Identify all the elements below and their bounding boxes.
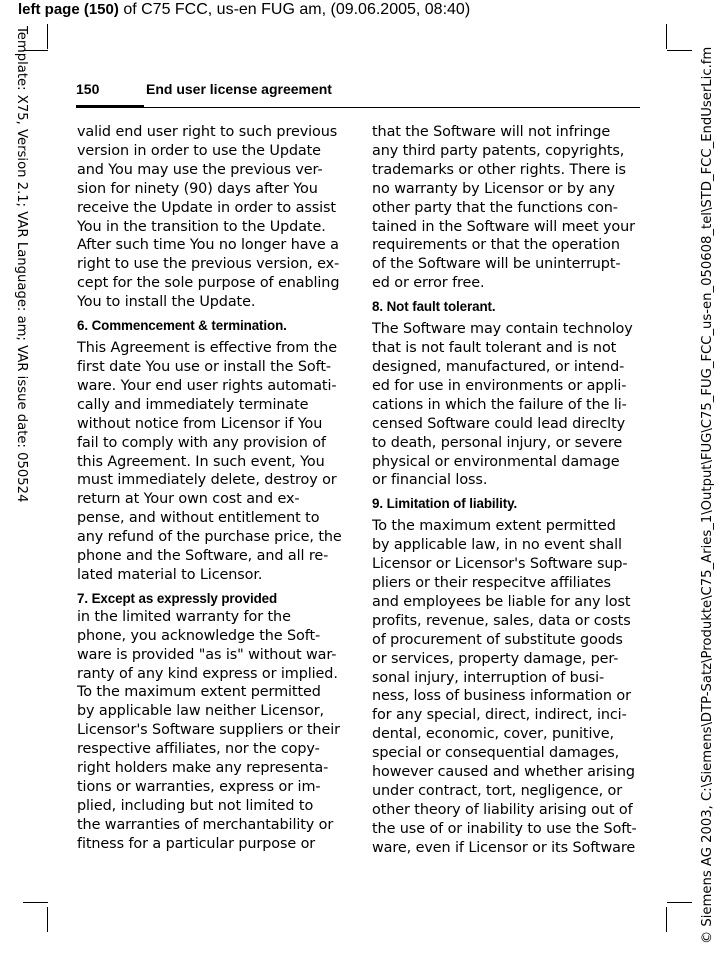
crop-mark-tl-v	[47, 24, 48, 49]
page-number: 150	[76, 81, 100, 97]
heading-limitation-of-liability: 9. Limitation of liability.	[372, 496, 518, 512]
header-rule	[76, 107, 640, 108]
heading-commencement-termination: 6. Commencement & termination.	[77, 318, 287, 334]
copyright-path: © Siemens AG 2003, C:\Siemens\DTP-Satz\Produkte\C75_Aries_1\Output\FUG\C75_FUG_FCC_us-en_050608_tel\STD_FCC_EndUserLic.fm	[700, 46, 715, 944]
paragraph-warranty-continued: that the Software will not infringe any third party patents, copyrights, trademarks or other rights. There is no warranty by Licensor or by any other party that the functions con- tained in the Software will meet your requirements or that the operation of the Software will be uninterrupt- ed or error free.	[372, 124, 635, 292]
crop-mark-tr-h	[667, 50, 692, 51]
paragraph-limitation-of-liability: To the maximum extent permitted by applicable law, in no event shall Licensor or Licensor's Software sup- pliers or their respecitve affiliates and employees be liable for any lost profits, revenue, sales, data or costs of procurement of substitute goods or services, property damage, per- sonal injury, interruption of busi- ness, loss of business information or for any special, direct, indirect, inci- dental, economic, cover, punitive, special or consequential damages, however caused and whether arising under contract, tort, negligence, or other theory of liability arising out of the use of or inability to use the Soft- ware, even if Licensor or its Software	[372, 518, 637, 856]
crop-mark-br-v	[666, 907, 667, 932]
paragraph-commencement-termination: This Agreement is effective from the first date You use or install the Soft- ware. Your end user rights automati- cally and immediately terminate without notice from Licensor if You fail to comply with any provision of this Agreement. In such event, You must immediately delete, destroy or return at Your own cost and ex- pense, and without entitlement to any refund of the purchase price, the phone and the Software, and all re- lated material to Licensor.	[77, 340, 342, 583]
heading-except-expressly-provided: 7. Except as expressly provided	[77, 590, 278, 606]
paragraph-update-continued: valid end user right to such previous version in order to use the Update and You may use the previous ver- sion for ninety (90) days after You receive the Update in order to assist You in the transition to the Update. After such time You no longer have a right to use the previous version, ex- cept for the sole purpose of enabling You to install the Update.	[77, 124, 340, 311]
paragraph-not-fault-tolerant: The Software may contain technoloy that is not fault tolerant and is not designed, manufactured, or intend- ed for use in environments or appli- cations in which the failure of the li- censed Software could lead direclty to death, personal injury, or severe physical or environmental damage or financial loss.	[372, 321, 633, 489]
right-column	[372, 123, 644, 858]
crop-mark-tr-v	[666, 24, 667, 49]
heading-not-fault-tolerant: 8. Not fault tolerant.	[372, 299, 496, 315]
left-column	[77, 123, 349, 854]
imprint-details: of C75 FCC, us-en FUG am, (09.06.2005, 08:40)	[118, 1, 471, 18]
print-imprint	[18, 0, 470, 20]
imprint-label: left page (150)	[18, 1, 119, 18]
template-info: Template: X75, Version 2.1; VAR Language: am; VAR issue date: 050524	[14, 26, 29, 503]
crop-mark-bl-h	[23, 902, 48, 903]
crop-mark-br-h	[667, 902, 692, 903]
running-title: End user license agreement	[146, 81, 332, 97]
crop-mark-bl-v	[47, 907, 48, 932]
paragraph-warranty-disclaimer: in the limited warranty for the phone, you acknowledge the Soft- ware is provided "as is" without war- ranty of any kind express or implied. To the maximum extent permitted by applicable law neither Licensor, Licensor's Software suppliers or their respective affiliates, nor the copy- right holders make any representa- tions or warranties, express or im- plied, including but not limited to the warranties of merchantability or fitness for a particular purpose or	[77, 608, 340, 852]
